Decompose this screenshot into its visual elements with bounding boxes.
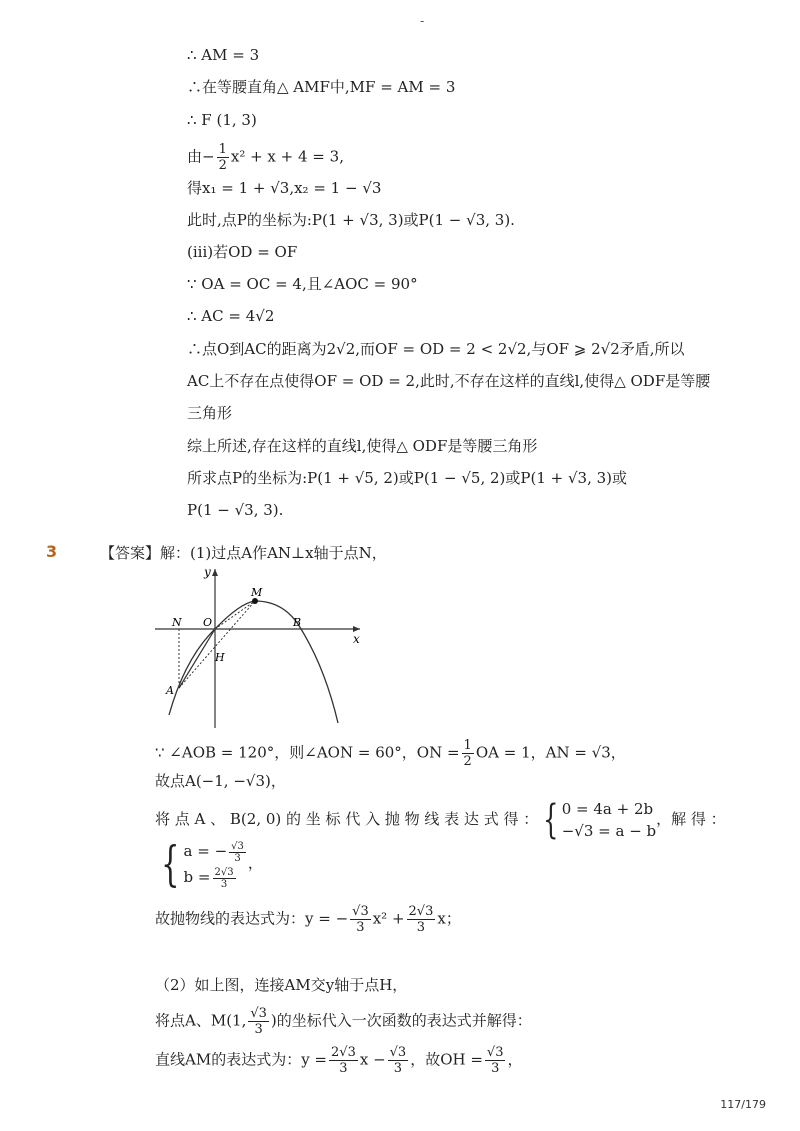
fraction [248,1006,269,1037]
equation-row: 0 = 4a + 2b [561,800,654,818]
segment-AO [179,629,215,688]
fraction [407,904,436,935]
y-axis-arrow [212,569,218,576]
text-fragment: ， [507,1050,523,1069]
part2-line-3 [155,1045,523,1076]
text-line: ∴ F (1, 3) [187,111,257,129]
fraction [229,841,246,864]
fraction-numerator: 2√3 [331,1045,356,1060]
text-line: ∴ AC = 4√2 [187,307,275,325]
label-N: N [172,616,182,629]
equation-row [184,838,248,864]
solution-step-3 [155,798,726,842]
label-A: A [166,684,174,697]
text-fragment: x² + [372,909,405,928]
label-B: B [293,616,302,629]
fraction [462,738,474,769]
fraction-denominator: 3 [339,1061,348,1076]
text-line: (iii)若OD = OF [187,243,298,261]
text-fragment: )的坐标代入一次函数的表达式并解得： [270,1011,532,1030]
text-fragment: ， [247,854,263,872]
fraction-denominator: 3 [220,878,228,890]
fraction-numerator: √3 [250,1006,267,1021]
fraction-denominator: 3 [393,1061,403,1076]
fraction-denominator: 2 [218,158,227,173]
fraction [329,1045,358,1076]
text-line: 所求点P的坐标为:P(1 + √5, 2)或P(1 − √5, 2)或P(1 + √3, 3)或 [187,469,628,487]
fraction-denominator: 2 [463,754,472,769]
segment-AM [179,601,255,688]
solution-step-4 [155,904,461,935]
fraction-denominator: 3 [234,852,241,864]
fraction-numerator: √3 [352,904,369,919]
brace: { [161,836,180,892]
text-line: ∵ OA = OC = 4,且∠AOC = 90° [187,275,418,293]
label-H: H [215,651,225,664]
text-line: ∴ AM = 3 [187,46,260,64]
fraction-denominator: 3 [356,920,365,935]
text-fragment: ∵ ∠AOB = 120°，则∠AON = 60°，ON = [155,743,460,762]
text-line: 三角形 [187,404,233,422]
text-fragment: 由− [187,147,215,166]
text-line: ∴点O到AC的距离为2√2,而OF = OD = 2 < 2√2,与OF ⩾ 2√2矛盾,所以 [187,340,685,358]
text-fragment: OA = 1，AN = √3， [475,743,626,762]
fraction [388,1045,409,1076]
fraction-numerator: √3 [486,1045,504,1060]
label-O: O [203,616,213,629]
text-line-with-fraction [187,142,344,173]
solution-step-2: 故点A(−1, −√3)， [155,772,286,790]
equation-row [184,864,248,890]
text-line: ∴在等腰直角△ AMF中,MF = AM = 3 [187,78,456,96]
question-number: 3 [46,542,58,561]
brace: { [543,797,559,843]
top-mark: - [420,14,425,28]
fraction-numerator: 1 [218,142,227,157]
equation-row: −√3 = a − b [561,822,657,840]
part2-intro: （2）如上图，连接AM交y轴于点H， [155,976,408,994]
text-line: P(1 − √3, 3). [187,501,284,519]
equation-system [155,838,248,890]
text-line: AC上不存在点使得OF = OD = 2,此时,不存在这样的直线l,使得△ ODF是等腰 [187,372,711,390]
solution-step-1 [155,738,626,769]
fraction-numerator: 1 [463,738,472,753]
fraction-denominator: 3 [254,1022,263,1037]
label-x: x [353,632,360,646]
fraction [350,904,371,935]
text-fragment: x − [359,1050,386,1069]
fraction-denominator: 3 [491,1061,500,1076]
text-line: 此时,点P的坐标为:P(1 + √3, 3)或P(1 − √3, 3). [187,211,515,229]
text-line: 得x₁ = 1 + √3,x₂ = 1 − √3 [187,179,382,197]
text-fragment: x； [437,909,461,928]
part2-line-2 [155,1006,532,1037]
text-fragment: 将 点 A 、 B(2, 0) 的 坐 标 代 入 抛 物 线 表 达 式 得 ： [155,810,539,828]
text-fragment: 故抛物线的表达式为：y = − [155,909,349,928]
equation-system [538,798,656,842]
answer-intro: 【答案】解：(1)过点A作AN⊥x轴于点N， [100,544,387,562]
page-number: 117/179 [720,1098,766,1111]
fraction-numerator: 2√3 [408,904,434,919]
text-fragment: 将点A、M(1, [155,1011,247,1030]
fraction [213,867,236,890]
fraction [485,1045,506,1076]
text-line: 综上所述,存在这样的直线l,使得△ ODF是等腰三角形 [187,437,538,455]
solution-system [155,838,263,890]
fraction-denominator: 3 [416,920,426,935]
fraction-numerator: √3 [389,1045,407,1060]
text-fragment: a = − [183,842,228,860]
fraction [217,142,229,173]
fraction-numerator: 2√3 [214,866,234,878]
text-fragment: ，故OH = [410,1050,483,1069]
text-fragment: ，解 得 ： [656,810,726,828]
text-fragment: x² + x + 4 = 3, [230,147,344,166]
label-y: y [204,565,211,579]
segment-OM [215,601,255,629]
text-fragment: 直线AM的表达式为：y = [155,1050,328,1069]
fraction-numerator: √3 [231,840,244,852]
parabola-figure [155,563,370,733]
text-fragment: b = [183,868,211,886]
label-M: M [251,586,263,599]
